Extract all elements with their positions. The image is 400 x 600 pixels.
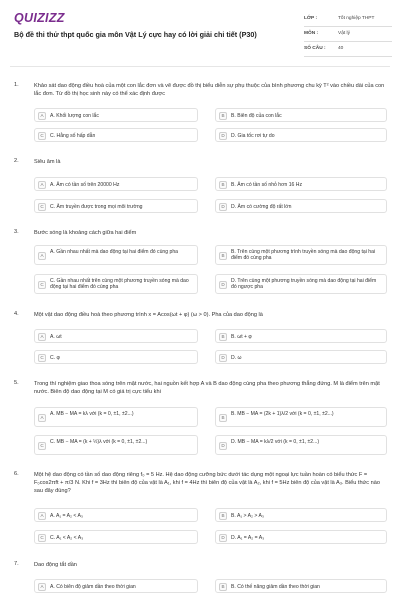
option-text: D. MB − MA = kλ/2 với (k = 0, ±1, ±2...) bbox=[231, 439, 320, 445]
option-letter-badge: A bbox=[38, 112, 46, 120]
quizizz-logo: QUIZIZZ bbox=[14, 11, 65, 25]
option-text: D. Trên cùng một phương truyền sóng mà dao động tại hai điểm đó ngược pha bbox=[231, 278, 377, 291]
option-c[interactable] bbox=[34, 128, 198, 142]
option-text: C. Hằng số hấp dẫn bbox=[50, 133, 96, 139]
option-b[interactable] bbox=[215, 245, 387, 265]
meta-row-subject bbox=[304, 27, 392, 42]
option-letter-badge: D bbox=[219, 354, 227, 362]
option-text: D. ω bbox=[231, 355, 242, 361]
option-text: A. Âm có tần số trên 20000 Hz bbox=[50, 182, 120, 188]
option-text: C. A₁ < A₂ < A₃ bbox=[50, 535, 84, 541]
meta-value: 40 bbox=[338, 46, 344, 51]
option-b[interactable] bbox=[215, 329, 387, 343]
meta-table bbox=[304, 12, 392, 57]
option-d[interactable] bbox=[215, 530, 387, 544]
option-c[interactable] bbox=[34, 350, 198, 364]
header-divider bbox=[10, 66, 390, 67]
option-text: D. A₁ = A₂ = A₃ bbox=[231, 535, 265, 541]
option-d[interactable] bbox=[215, 350, 387, 364]
option-letter-badge: A bbox=[38, 414, 46, 422]
option-b[interactable] bbox=[215, 508, 387, 522]
option-a[interactable] bbox=[34, 329, 198, 343]
meta-value: Vật lý bbox=[338, 31, 350, 36]
option-text: A. MB − MA = kλ với (k = 0, ±1, ±2...) bbox=[50, 411, 134, 417]
question-number: 6. bbox=[14, 471, 19, 477]
option-b[interactable] bbox=[215, 177, 387, 191]
question-number: 1. bbox=[14, 82, 19, 88]
option-text: A. A₁ = A₂ < A₃ bbox=[50, 513, 83, 519]
option-text: B. ωt + φ bbox=[231, 334, 252, 340]
question-number: 3. bbox=[14, 229, 19, 235]
meta-value: Tốt nghiệp THPT bbox=[338, 16, 375, 21]
option-letter-badge: A bbox=[38, 333, 46, 341]
option-d[interactable] bbox=[215, 199, 387, 213]
question-text: Dao động tắt dần bbox=[34, 562, 77, 568]
option-text: A. ωt bbox=[50, 334, 62, 340]
question-number: 2. bbox=[14, 158, 19, 164]
option-letter-badge: C bbox=[38, 442, 46, 450]
option-letter-badge: B bbox=[219, 512, 227, 520]
option-text: C. MB − MA = (k + ½)λ với (k = 0, ±1, ±2...) bbox=[50, 439, 148, 445]
option-letter-badge: A bbox=[38, 583, 46, 591]
option-c[interactable] bbox=[34, 274, 198, 294]
option-a[interactable] bbox=[34, 108, 198, 122]
option-d[interactable] bbox=[215, 435, 387, 455]
option-text: A. Khối lượng con lắc bbox=[50, 113, 99, 119]
option-letter-badge: C bbox=[38, 203, 46, 211]
option-letter-badge: D bbox=[219, 203, 227, 211]
option-letter-badge: D bbox=[219, 281, 227, 289]
option-a[interactable] bbox=[34, 177, 198, 191]
question-text: Một hệ dao động có tần số dao động riêng f₀ = 5 Hz. Hệ dao động cưỡng bức dưới tác dụng một ngoại lực tuần hoàn có biểu thức F = F₀cos2πft + π/3 N. Khi f = 3Hz thì biên độ của vật là A₁, khi f = 4Hz thì biên độ của vật là A₂, khi f = 5Hz biên độ của vật là A₃. Biểu thức nào sau đây đúng? bbox=[34, 472, 380, 494]
option-text: B. MB − MA = (2k + 1)λ/2 với (k = 0, ±1, ±2...) bbox=[231, 411, 334, 417]
option-letter-badge: C bbox=[38, 132, 46, 140]
option-text: A. Có biên độ giảm dần theo thời gian bbox=[50, 584, 136, 590]
option-letter-badge: A bbox=[38, 181, 46, 189]
option-a[interactable] bbox=[34, 508, 198, 522]
option-text: B. Âm có tần số nhỏ hơn 16 Hz bbox=[231, 182, 303, 188]
question-number: 5. bbox=[14, 380, 19, 386]
option-letter-badge: D bbox=[219, 442, 227, 450]
option-letter-badge: D bbox=[219, 132, 227, 140]
option-b[interactable] bbox=[215, 579, 387, 593]
option-letter-badge: A bbox=[38, 512, 46, 520]
meta-label: MÔN : bbox=[304, 31, 319, 36]
meta-row-class bbox=[304, 12, 392, 27]
option-c[interactable] bbox=[34, 199, 198, 213]
option-text: C. Âm truyền được trong mọi môi trường bbox=[50, 204, 143, 210]
question-text: Khảo sát dao động điều hoà của một con lắc đơn và vẽ được đồ thị biểu diễn sự phụ thuộc của bình phương chu kỳ T² vào chiều dài của con lắc đơn. Từ đồ thị học sinh này có thể xác định được bbox=[34, 83, 385, 97]
option-a[interactable] bbox=[34, 579, 198, 593]
option-letter-badge: B bbox=[219, 333, 227, 341]
option-letter-badge: C bbox=[38, 534, 46, 542]
option-b[interactable] bbox=[215, 407, 387, 427]
option-a[interactable] bbox=[34, 245, 198, 265]
question-text: Siêu âm là bbox=[34, 159, 61, 165]
question-text: Một vật dao động điều hoà theo phương trình x = Acos(ωt + φ) (ω > 0). Pha của dao động là bbox=[34, 312, 263, 318]
document-title: Bộ đề thi thử thpt quốc gia môn Vật Lý cực hay có lời giải chi tiết (P30) bbox=[14, 30, 257, 39]
option-text: B. A₁ > A₂ > A₃ bbox=[231, 513, 264, 519]
option-letter-badge: D bbox=[219, 534, 227, 542]
option-text: B. Trên cùng một phương trình truyền sóng mà dao động tại hai điểm đó cùng pha bbox=[231, 249, 376, 262]
option-a[interactable] bbox=[34, 407, 198, 427]
option-text: D. Âm có cường độ rất lớn bbox=[231, 204, 292, 210]
question-text: Trong thí nghiệm giao thoa sóng trên mặt nước, hai nguồn kết hợp A và B dao động cùng pha theo phương thẳng đứng. M là điểm trên mặt nước. Biên độ dao động tại M có giá trị cực tiểu khi bbox=[34, 381, 380, 395]
option-c[interactable] bbox=[34, 435, 198, 455]
option-text: C. φ bbox=[50, 355, 60, 361]
option-letter-badge: C bbox=[38, 281, 46, 289]
option-letter-badge: B bbox=[219, 252, 227, 260]
meta-label: LỚP : bbox=[304, 16, 318, 21]
option-letter-badge: B bbox=[219, 181, 227, 189]
option-text: D. Gia tốc rơi tự do bbox=[231, 133, 275, 139]
option-letter-badge: A bbox=[38, 252, 46, 260]
question-number: 7. bbox=[14, 561, 19, 567]
option-letter-badge: B bbox=[219, 583, 227, 591]
meta-label: SỐ CÂU : bbox=[304, 46, 326, 51]
option-d[interactable] bbox=[215, 128, 387, 142]
meta-row-count bbox=[304, 42, 392, 57]
option-text: C. Gần nhau nhất trên cùng một phương truyền sóng mà dao động tại hai điểm đó cùng pha bbox=[50, 278, 189, 291]
option-letter-badge: B bbox=[219, 112, 227, 120]
option-text: B. Có thế năng giảm dần theo thời gian bbox=[231, 584, 320, 590]
option-d[interactable] bbox=[215, 274, 387, 294]
page-header bbox=[0, 0, 400, 66]
question-text: Bước sóng là khoảng cách giữa hai điểm bbox=[34, 230, 137, 236]
question-number: 4. bbox=[14, 311, 19, 317]
option-text: A. Gần nhau nhất mà dao động tại hai điểm đó cùng pha bbox=[50, 249, 179, 255]
option-c[interactable] bbox=[34, 530, 198, 544]
option-letter-badge: C bbox=[38, 354, 46, 362]
option-letter-badge: B bbox=[219, 414, 227, 422]
option-b[interactable] bbox=[215, 108, 387, 122]
option-text: B. Biên độ của con lắc bbox=[231, 113, 282, 119]
